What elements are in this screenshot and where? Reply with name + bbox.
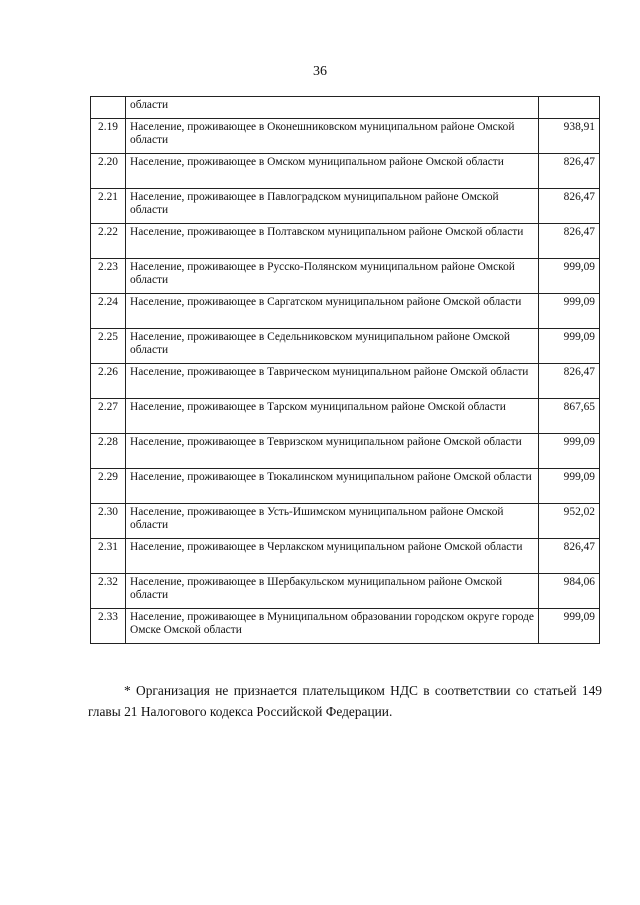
row-number: 2.31 bbox=[91, 539, 126, 574]
row-value: 999,09 bbox=[539, 259, 600, 294]
table-row bbox=[91, 189, 600, 224]
row-number: 2.27 bbox=[91, 399, 126, 434]
row-number: 2.33 bbox=[91, 609, 126, 644]
row-number: 2.25 bbox=[91, 329, 126, 364]
table-row bbox=[91, 434, 600, 469]
row-value: 826,47 bbox=[539, 154, 600, 189]
row-description: Население, проживающее в Черлакском муниципальном районе Омской области bbox=[126, 539, 539, 574]
row-description: Население, проживающее в Шербакульском муниципальном районе Омской области bbox=[126, 574, 539, 609]
row-number: 2.20 bbox=[91, 154, 126, 189]
table-row bbox=[91, 119, 600, 154]
row-number: 2.30 bbox=[91, 504, 126, 539]
table-row bbox=[91, 539, 600, 574]
tariff-table bbox=[90, 96, 600, 644]
row-description: Население, проживающее в Таврическом муниципальном районе Омской области bbox=[126, 364, 539, 399]
page-number: 36 bbox=[313, 64, 327, 79]
row-value: 826,47 bbox=[539, 364, 600, 399]
row-description: Население, проживающее в Муниципальном образовании городском округе городе Омске Омской области bbox=[126, 609, 539, 644]
row-value: 826,47 bbox=[539, 224, 600, 259]
row-number: 2.24 bbox=[91, 294, 126, 329]
table-row bbox=[91, 329, 600, 364]
row-value: 999,09 bbox=[539, 434, 600, 469]
row-number: 2.22 bbox=[91, 224, 126, 259]
row-value: 984,06 bbox=[539, 574, 600, 609]
row-description: Население, проживающее в Русско-Полянском муниципальном районе Омской области bbox=[126, 259, 539, 294]
row-number bbox=[91, 97, 126, 119]
row-number: 2.28 bbox=[91, 434, 126, 469]
row-description: Население, проживающее в Тюкалинском муниципальном районе Омской области bbox=[126, 469, 539, 504]
table-row bbox=[91, 294, 600, 329]
row-value: 999,09 bbox=[539, 329, 600, 364]
row-description: Население, проживающее в Полтавском муниципальном районе Омской области bbox=[126, 224, 539, 259]
row-number: 2.29 bbox=[91, 469, 126, 504]
table-row bbox=[91, 399, 600, 434]
row-description: Население, проживающее в Седельниковском муниципальном районе Омской области bbox=[126, 329, 539, 364]
table-row bbox=[91, 469, 600, 504]
row-description: Население, проживающее в Омском муниципальном районе Омской области bbox=[126, 154, 539, 189]
table-row bbox=[91, 574, 600, 609]
row-number: 2.26 bbox=[91, 364, 126, 399]
row-value: 999,09 bbox=[539, 469, 600, 504]
row-number: 2.32 bbox=[91, 574, 126, 609]
table-row bbox=[91, 259, 600, 294]
row-description: Население, проживающее в Тевризском муниципальном районе Омской области bbox=[126, 434, 539, 469]
row-number: 2.19 bbox=[91, 119, 126, 154]
row-value: 938,91 bbox=[539, 119, 600, 154]
row-description: Население, проживающее в Тарском муниципальном районе Омской области bbox=[126, 399, 539, 434]
row-value: 826,47 bbox=[539, 189, 600, 224]
row-value: 999,09 bbox=[539, 294, 600, 329]
row-description: Население, проживающее в Оконешниковском муниципальном районе Омской области bbox=[126, 119, 539, 154]
row-description: области bbox=[126, 97, 539, 119]
row-number: 2.23 bbox=[91, 259, 126, 294]
table-row bbox=[91, 224, 600, 259]
row-value: 826,47 bbox=[539, 539, 600, 574]
footnote: * Организация не признается плательщиком НДС в соответствии со статьей 149 главы 21 Налогового кодекса Российской Федерации. bbox=[88, 683, 602, 719]
row-description: Население, проживающее в Павлоградском муниципальном районе Омской области bbox=[126, 189, 539, 224]
table-row bbox=[91, 609, 600, 644]
row-description: Население, проживающее в Усть-Ишимском муниципальном районе Омской области bbox=[126, 504, 539, 539]
row-value bbox=[539, 97, 600, 119]
row-number: 2.21 bbox=[91, 189, 126, 224]
row-value: 999,09 bbox=[539, 609, 600, 644]
table-row-continuation bbox=[91, 97, 600, 119]
table-row bbox=[91, 364, 600, 399]
table-row bbox=[91, 154, 600, 189]
row-value: 952,02 bbox=[539, 504, 600, 539]
row-description: Население, проживающее в Саргатском муниципальном районе Омской области bbox=[126, 294, 539, 329]
row-value: 867,65 bbox=[539, 399, 600, 434]
table-row bbox=[91, 504, 600, 539]
tariff-table-body bbox=[91, 97, 600, 644]
